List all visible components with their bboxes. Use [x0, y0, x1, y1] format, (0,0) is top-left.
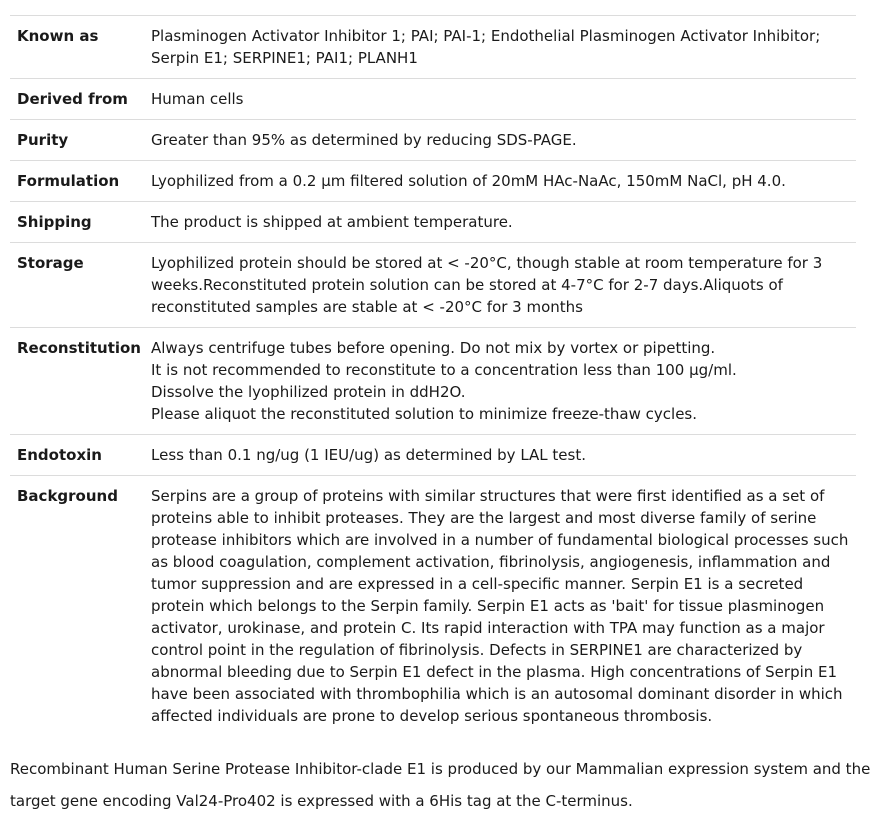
spec-row-formulation — [10, 161, 856, 202]
spec-label: Known as — [10, 16, 151, 79]
reconstitution-line: Please aliquot the reconstituted solution to minimize freeze-thaw cycles. — [151, 405, 698, 423]
spec-row-shipping — [10, 202, 856, 243]
spec-row-reconstitution — [10, 328, 856, 435]
reconstitution-line: It is not recommended to reconstitute to a concentration less than 100 μg/ml. — [151, 361, 737, 379]
spec-label: Endotoxin — [10, 435, 151, 476]
spec-label: Background — [17, 487, 118, 505]
spec-value: Greater than 95% as determined by reducing SDS-PAGE. — [151, 120, 856, 161]
spec-label: Shipping — [10, 202, 151, 243]
spec-value: Lyophilized from a 0.2 μm filtered solution of 20mM HAc-NaAc, 150mM NaCl, pH 4.0. — [151, 161, 856, 202]
spec-label: Reconstitution — [10, 328, 151, 435]
spec-row-derived-from — [10, 79, 856, 120]
product-spec-table — [10, 15, 856, 739]
spec-value: The product is shipped at ambient temperature. — [151, 202, 856, 243]
spec-row-known-as — [10, 16, 856, 79]
spec-value: Plasminogen Activator Inhibitor 1; PAI; PAI-1; Endothelial Plasminogen Activator Inhibitor; Serpin E1; SERPINE1; PAI1; PLANH1 — [151, 16, 856, 79]
spec-value: Lyophilized protein should be stored at < -20°C, though stable at room temperature for 3 weeks.Reconstituted protein solution can be stored at 4-7°C for 2-7 days.Aliquots of reconstituted samples are stable at < -20°C for 3 months — [151, 243, 856, 328]
spec-row-purity — [10, 120, 856, 161]
spec-row-endotoxin — [10, 435, 856, 476]
spec-row-background — [10, 476, 856, 740]
spec-row-storage — [10, 243, 856, 328]
product-description: Recombinant Human Serine Protease Inhibitor-clade E1 is produced by our Mammalian expression system and the target gene encoding Val24-Pro402 is expressed with a 6His tag at the C-terminus. — [10, 760, 871, 810]
spec-label: Derived from — [10, 79, 151, 120]
spec-label: Purity — [10, 120, 151, 161]
spec-label: Storage — [10, 243, 151, 328]
spec-value: Less than 0.1 ng/ug (1 IEU/ug) as determined by LAL test. — [151, 435, 856, 476]
spec-value: Human cells — [151, 79, 856, 120]
spec-value — [151, 328, 856, 435]
reconstitution-line: Dissolve the lyophilized protein in ddH2O. — [151, 383, 466, 401]
spec-value: Serpins are a group of proteins with similar structures that were first identified as a set of proteins able to inhibit proteases. They are the largest and most diverse family of serine protease inhibitors which are involved in a number of fundamental biological processes such as blood coagulation, complement activation, fibrinolysis, angiogenesis, inflammation and tumor suppression and are expressed in a cell-specific manner. Serpin E1 is a secreted protein which belongs to the Serpin family. Serpin E1 acts as 'bait' for tissue plasminogen activator, urokinase, and protein C. Its rapid interaction with TPA may function as a major control point in the regulation of fibrinolysis. Defects in SERPINE1 are characterized by abnormal bleeding due to Serpin E1 defect in the plasma. High concentrations of Serpin E1 have been associated with thrombophilia which is an autosomal dominant disorder in which affected individuals are prone to develop serious spontaneous thrombosis. — [151, 487, 849, 725]
reconstitution-line: Always centrifuge tubes before opening. Do not mix by vortex or pipetting. — [151, 339, 716, 357]
spec-label: Formulation — [10, 161, 151, 202]
